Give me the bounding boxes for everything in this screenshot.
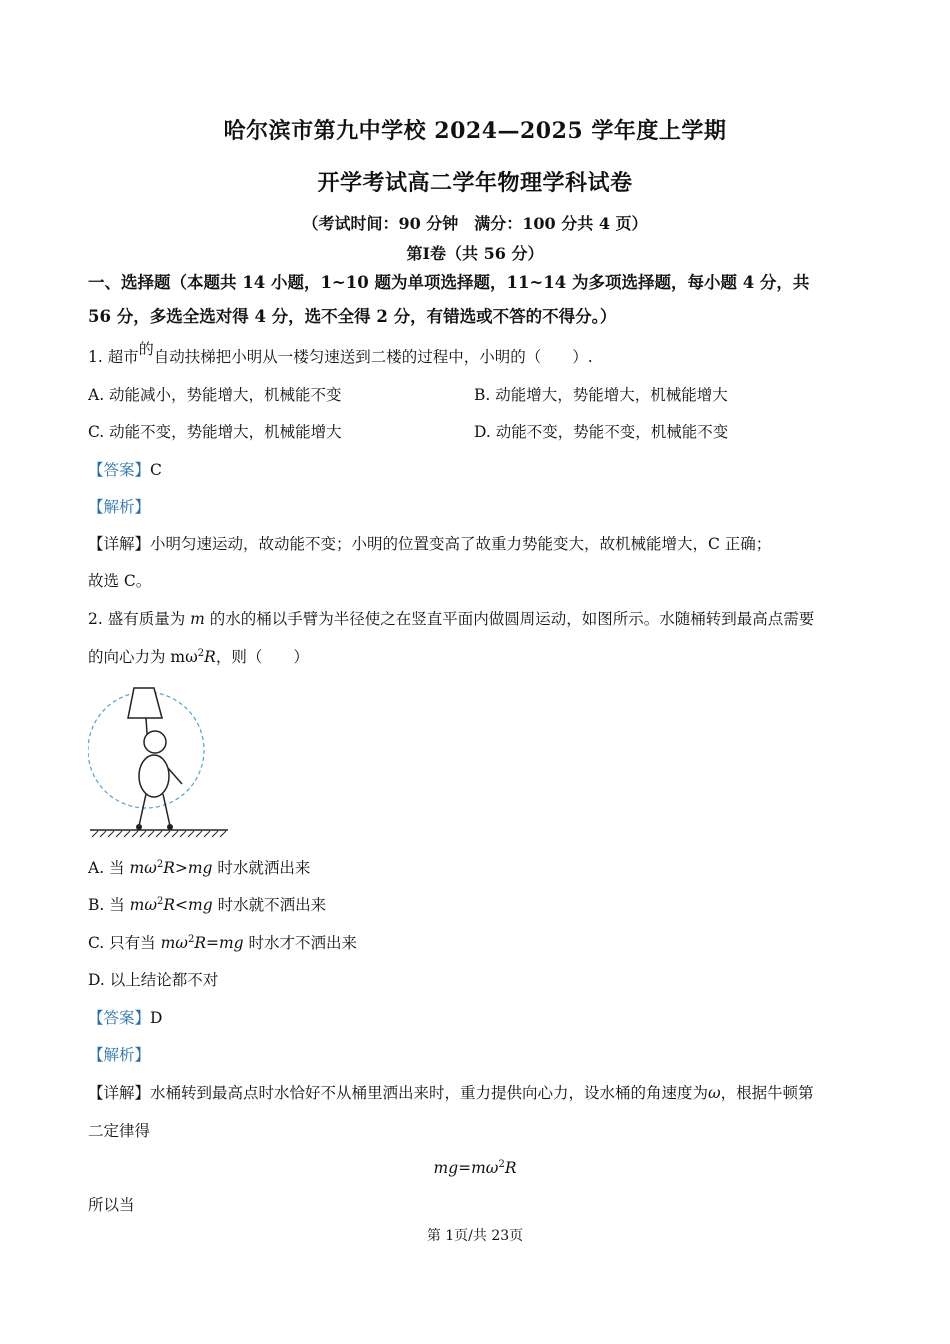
head bbox=[144, 731, 166, 753]
q2-stem-line1: 2. 盛有质量为 m 的水的桶以手臂为半径使之在竖直平面内做圆周运动，如图所示。水随桶转到最高点需要 bbox=[88, 610, 815, 628]
left-leg bbox=[139, 794, 146, 826]
q2-analysis-tag: 【解析】 bbox=[88, 1046, 151, 1064]
q1-option-d: D. 动能不变，势能不变，机械能不变 bbox=[474, 423, 729, 441]
q1-analysis-tag: 【解析】 bbox=[88, 498, 151, 516]
exam-info: （考试时间：90 分钟 满分：100 分共 4 页） bbox=[302, 214, 648, 233]
bucket-rotation-figure bbox=[88, 682, 230, 838]
q2-option-a: A. 当 $m\omega^2R>mg$ 时水就洒出来 bbox=[88, 858, 311, 877]
q2-detail-line1: 【详解】水桶转到最高点时水恰好不从桶里洒出来时，重力提供向心力，设水桶的角速度为ω，根据牛顿第 bbox=[88, 1084, 814, 1102]
q2-so-when: 所以当 bbox=[88, 1196, 135, 1214]
q1-option-b: B. 动能增大，势能增大，机械能增大 bbox=[474, 386, 728, 404]
doc-title-line1: 哈尔滨市第九中学校 2024—2025 学年度上学期 bbox=[223, 118, 727, 144]
right-foot bbox=[167, 824, 173, 830]
left-foot bbox=[136, 824, 142, 830]
q1-detail: 【详解】小明匀速运动，故动能不变；小明的位置变高了故重力势能变大，故机械能增大，C 正确； bbox=[88, 535, 772, 553]
volume-heading: 第Ⅰ卷（共 56 分） bbox=[406, 244, 544, 263]
q1-stem: 1. 超市的自动扶梯把小明从一楼匀速送到二楼的过程中，小明的（ ）. bbox=[88, 340, 593, 366]
q1-conclusion: 故选 C。 bbox=[88, 572, 152, 590]
torso bbox=[139, 755, 169, 797]
section-heading bbox=[88, 266, 862, 334]
q2-option-c: C. 只有当 $m\omega^2R=mg$ 时水才不洒出来 bbox=[88, 933, 358, 952]
lower-arm bbox=[168, 768, 182, 784]
q1-option-a: A. 动能减小，势能增大，机械能不变 bbox=[88, 386, 342, 404]
q2-stem-line2: 的向心力为 $m\omega^2R$，则（ ） bbox=[88, 647, 309, 666]
q2-equation: $mg=m\omega^2R$ bbox=[433, 1158, 517, 1177]
right-leg bbox=[163, 794, 170, 826]
q2-option-d: D. 以上结论都不对 bbox=[88, 971, 219, 989]
ground-hatching bbox=[92, 831, 226, 837]
q2-answer: 【答案】D bbox=[88, 1009, 163, 1027]
q1-options-row1 bbox=[88, 384, 862, 406]
section-heading-line1: 一、选择题（本题共 14 小题，1~10 题为单项选择题，11~14 为多项选择题，每小题 4 分，共 bbox=[88, 273, 810, 292]
q1-answer: 【答案】C bbox=[88, 461, 162, 479]
q2-detail-line2: 二定律得 bbox=[88, 1122, 151, 1140]
page-footer: 第 1页/共 23页 bbox=[426, 1228, 524, 1244]
section-heading-line2: 56 分，多选全选对得 4 分，选不全得 2 分，有错选或不答的不得分。） bbox=[88, 307, 617, 326]
q2-option-b: B. 当 $m\omega^2R<mg$ 时水就不洒出来 bbox=[88, 895, 327, 914]
doc-title-line2: 开学考试高二学年物理学科试卷 bbox=[317, 170, 633, 196]
q1-options-row2 bbox=[88, 421, 862, 443]
q1-option-c: C. 动能不变，势能增大，机械能增大 bbox=[88, 423, 342, 441]
